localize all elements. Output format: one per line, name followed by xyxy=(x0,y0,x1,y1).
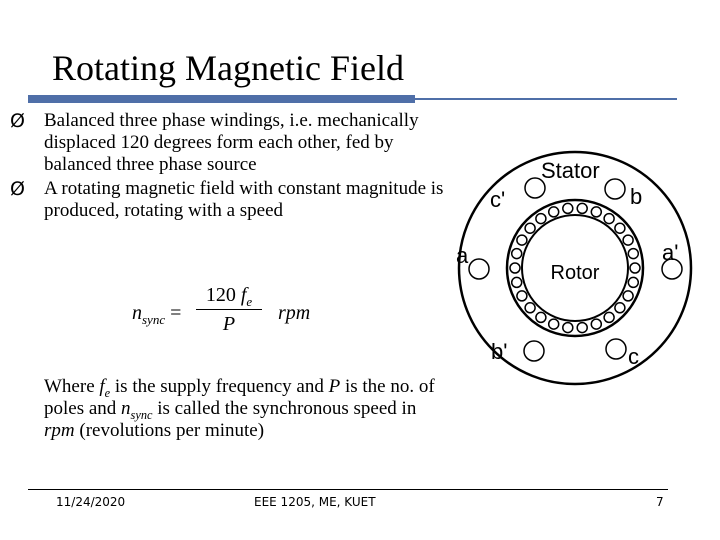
where-fe-sub: e xyxy=(104,385,111,400)
formula-lhs xyxy=(132,302,181,325)
formula-numerator-sub: e xyxy=(246,294,253,309)
rotor-slot xyxy=(512,249,522,259)
rotor-slot xyxy=(604,214,614,224)
where-text-4: is called the synchronous speed in xyxy=(152,398,417,419)
phase-label-a: a xyxy=(456,243,469,268)
rotor-slot xyxy=(512,277,522,287)
bullet-item xyxy=(10,178,450,222)
rotor-slot xyxy=(577,203,587,213)
rotor-slot xyxy=(615,223,625,233)
where-n-var: n xyxy=(121,398,131,419)
phase-label-c: c xyxy=(628,344,639,369)
slide-title: Rotating Magnetic Field xyxy=(52,48,404,88)
stator-coil-b xyxy=(605,179,625,199)
rotor-slot xyxy=(525,223,535,233)
rotor-slot xyxy=(577,323,587,333)
where-rpm: rpm xyxy=(44,420,75,441)
rotor-slot xyxy=(549,319,559,329)
rotor-slot xyxy=(549,207,559,217)
arrow-bullet-icon: Ø xyxy=(10,178,25,200)
footer-divider xyxy=(28,489,668,490)
formula-unit: rpm xyxy=(278,302,311,324)
rotor-slot xyxy=(630,263,640,273)
formula-equals: = xyxy=(170,302,182,324)
rotor-slot xyxy=(510,263,520,273)
where-paragraph xyxy=(44,376,444,442)
stator-coil-a xyxy=(469,259,489,279)
title-rule-thin xyxy=(415,98,677,100)
rotor-slot xyxy=(591,207,601,217)
rotor-slot xyxy=(536,214,546,224)
bullet-text: A rotating magnetic field with constant magnitude is produced, rotating with a speed xyxy=(44,178,444,221)
phase-label-c-prime: c' xyxy=(490,187,506,212)
arrow-bullet-icon: Ø xyxy=(10,110,25,132)
formula-numerator-var: f xyxy=(240,284,247,306)
formula-lhs-var: n xyxy=(132,302,142,324)
rotor-slot xyxy=(525,303,535,313)
rotor-slot xyxy=(563,323,573,333)
phase-label-b-prime: b' xyxy=(491,339,508,364)
footer-date: 11/24/2020 xyxy=(56,495,126,509)
rotor-slot xyxy=(628,249,638,259)
where-text-3: is the no. of poles and xyxy=(44,376,435,419)
stator-coil-c xyxy=(606,339,626,359)
where-text-5: (revolutions per minute) xyxy=(74,420,265,441)
rotor-slot xyxy=(591,319,601,329)
stator-coil-b-prime xyxy=(524,341,544,361)
where-text-2: is the supply frequency and xyxy=(110,376,329,397)
formula-denominator: P xyxy=(222,313,236,335)
footer-page-number: 7 xyxy=(656,495,664,509)
formula-lhs-sub: sync xyxy=(142,312,166,327)
rotor-slot xyxy=(623,291,633,301)
phase-label-b: b xyxy=(630,184,643,209)
rotor-slot xyxy=(604,312,614,322)
stator-label: Stator xyxy=(541,158,600,183)
where-fe-var: f xyxy=(99,376,105,397)
stator-rotor-diagram xyxy=(450,148,706,388)
rotor-slot xyxy=(517,235,527,245)
rotor-slot xyxy=(615,303,625,313)
footer-course: EEE 1205, ME, KUET xyxy=(254,495,376,509)
rotor-slot xyxy=(623,235,633,245)
formula-numerator xyxy=(194,284,264,309)
formula-fraction xyxy=(194,284,264,336)
title-rule-thick xyxy=(28,95,415,103)
rotor-slot xyxy=(517,291,527,301)
rotor-slot xyxy=(563,203,573,213)
where-n-sub: sync xyxy=(130,407,153,422)
bullet-item xyxy=(10,110,450,176)
rotor-slot xyxy=(628,277,638,287)
rotor-slot xyxy=(536,312,546,322)
rotor-label: Rotor xyxy=(550,262,600,284)
where-text-1: Where xyxy=(44,376,100,397)
formula-numerator-coef: 120 xyxy=(205,284,236,306)
bullet-text: Balanced three phase windings, i.e. mechanically displaced 120 degrees form each other, fed by balanced three phase source xyxy=(44,110,419,175)
phase-label-a-prime: a' xyxy=(662,240,679,265)
bullet-list xyxy=(10,110,450,222)
where-p-var: P xyxy=(328,376,341,397)
